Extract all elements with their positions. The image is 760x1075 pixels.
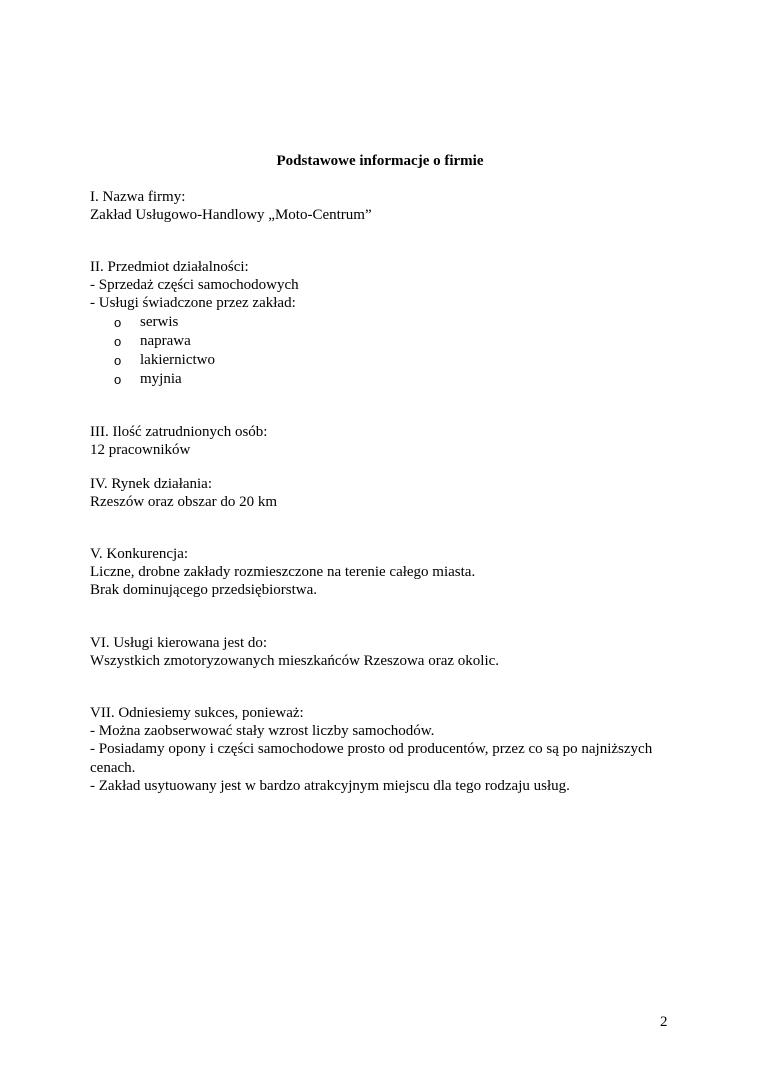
section-text: - Można zaobserwować stały wzrost liczby samochodów. xyxy=(90,723,435,740)
section-text: - Sprzedaż części samochodowych xyxy=(90,277,299,294)
section-company-name xyxy=(90,188,680,224)
section-heading: I. Nazwa firmy: xyxy=(90,189,186,205)
list-item-text: naprawa xyxy=(140,332,191,349)
bullet-circle-icon: o xyxy=(114,372,122,388)
bullet-circle-icon: o xyxy=(114,353,122,369)
bullet-circle-icon: o xyxy=(114,314,122,330)
section-text: Brak dominującego przedsiębiorstwa. xyxy=(90,582,318,599)
section-text: 12 pracowników xyxy=(90,442,191,459)
section-text: Rzeszów oraz obszar do 20 km xyxy=(90,494,278,511)
section-heading: V. Konkurencja: xyxy=(90,546,189,562)
list-item xyxy=(90,351,680,370)
section-heading: III. Ilość zatrudnionych osób: xyxy=(90,424,268,440)
section-heading: II. Przedmiot działalności: xyxy=(90,259,249,275)
section-text: Zakład Usługowo-Handlowy „Moto-Centrum” xyxy=(90,207,372,224)
section-competition xyxy=(90,545,680,600)
section-text: - Zakład usytuowany jest w bardzo atrakcyjnym miejscu dla tego rodzaju usług. xyxy=(90,777,570,794)
section-text: Wszystkich zmotoryzowanych mieszkańców Rzeszowa oraz okolic. xyxy=(90,653,500,670)
list-item-text: lakiernictwo xyxy=(140,352,215,369)
list-item xyxy=(90,370,680,389)
list-item xyxy=(90,332,680,351)
section-heading: IV. Rynek działania: xyxy=(90,476,213,492)
document-title: Podstawowe informacje o firmie xyxy=(276,153,484,169)
section-market xyxy=(90,475,680,511)
section-text: - Posiadamy opony i części samochodowe prosto od producentów, przez co są po najniższych cenach. xyxy=(90,741,653,776)
section-business-scope xyxy=(90,258,680,389)
section-employees xyxy=(90,423,680,459)
section-heading: VII. Odniesiemy sukces, ponieważ: xyxy=(90,705,304,721)
section-success-reasons xyxy=(90,704,680,795)
section-heading: VI. Usługi kierowana jest do: xyxy=(90,635,268,651)
section-target-customers xyxy=(90,634,680,670)
list-item-text: myjnia xyxy=(140,371,182,388)
list-item-text: serwis xyxy=(140,313,179,330)
bullet-circle-icon: o xyxy=(114,333,122,349)
list-item xyxy=(90,313,680,332)
page-number: 2 xyxy=(660,1014,668,1030)
section-text: - Usługi świadczone przez zakład: xyxy=(90,295,296,312)
section-text: Liczne, drobne zakłady rozmieszczone na terenie całego miasta. xyxy=(90,564,476,581)
